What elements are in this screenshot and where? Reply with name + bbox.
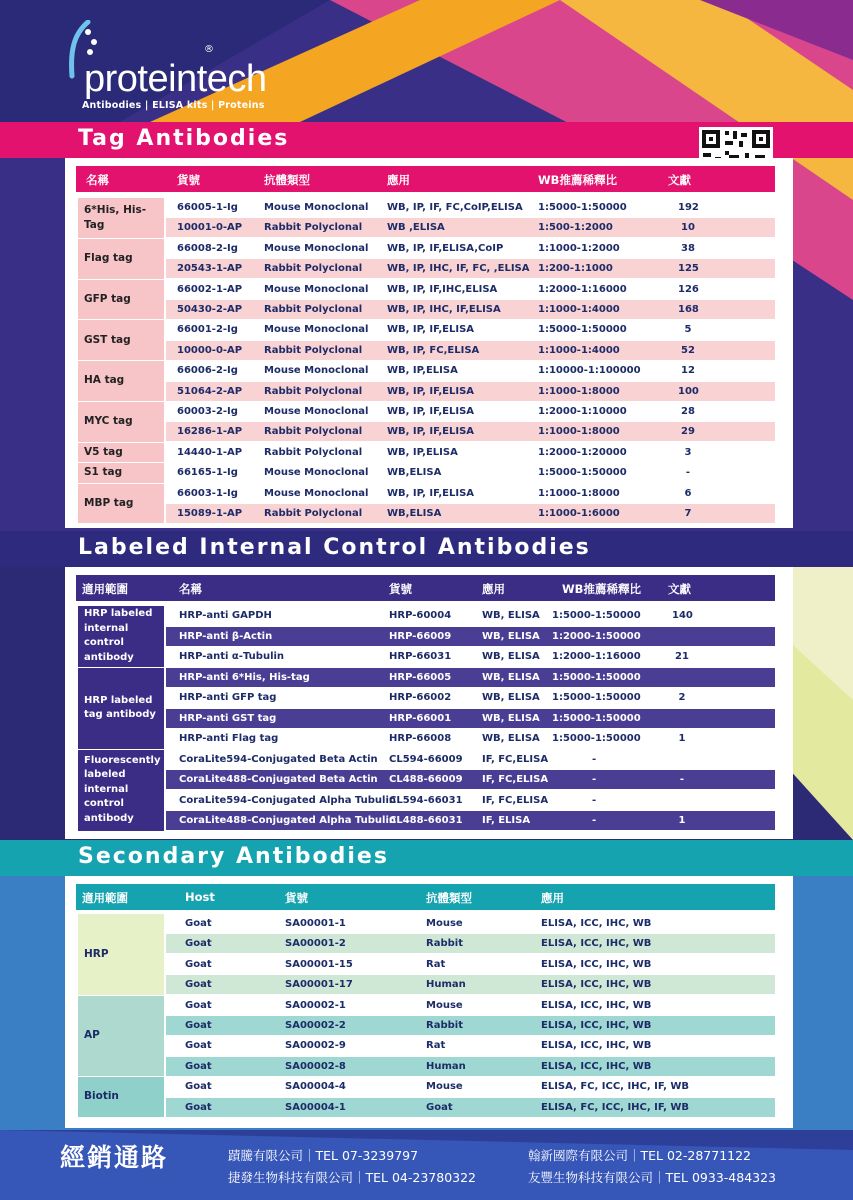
tag-cell-type: Mouse Monoclonal bbox=[264, 406, 369, 417]
tag-cell-application: WB,ELISA bbox=[387, 467, 442, 479]
table-row bbox=[166, 1077, 775, 1096]
labeled-header-name: 名稱 bbox=[179, 582, 202, 596]
tag-cell-citations: 168 bbox=[678, 304, 699, 315]
labeled-section-title: Labeled Internal Control Antibodies bbox=[78, 535, 591, 560]
secondary-group-name: HRP bbox=[78, 914, 164, 995]
labeled-header-citations: 文獻 bbox=[668, 582, 691, 596]
tag-cell-type: Rabbit Polyclonal bbox=[264, 426, 363, 438]
distributor-1: 蹟騰有限公司｜TEL 07-3239797 bbox=[228, 1148, 419, 1163]
tag-cell-dilution: 1:2000-1:16000 bbox=[538, 283, 627, 295]
labeled-cell-application: WB, ELISA bbox=[482, 630, 540, 642]
registered-mark: ® bbox=[204, 44, 214, 55]
tag-cell-citations: 52 bbox=[681, 344, 695, 356]
table-row bbox=[166, 463, 775, 482]
tag-cell-type: Rabbit Polyclonal bbox=[264, 344, 363, 356]
secondary-cell-type: Mouse bbox=[426, 918, 463, 929]
labeled-cell-dilution: - bbox=[592, 774, 597, 785]
labeled-cell-dilution: - bbox=[592, 753, 597, 765]
secondary-table-header bbox=[76, 884, 775, 910]
tag-cell-application: WB, IP, IF,ELISA bbox=[387, 385, 475, 397]
table-row bbox=[166, 627, 775, 646]
secondary-cell-type: Rabbit bbox=[426, 1020, 463, 1031]
secondary-cell-application: ELISA, ICC, IHC, WB bbox=[541, 1060, 652, 1072]
secondary-header-application: 應用 bbox=[541, 891, 564, 905]
brand-name: proteintech bbox=[84, 58, 267, 100]
labeled-cell-catalog: CL594-66031 bbox=[389, 794, 463, 806]
secondary-cell-host: Goat bbox=[185, 999, 212, 1011]
labeled-header-application: 應用 bbox=[482, 582, 505, 596]
tag-cell-citations: 100 bbox=[678, 385, 699, 397]
tag-header-application: 應用 bbox=[387, 173, 410, 187]
tag-cell-dilution: 1:1000-1:8000 bbox=[538, 487, 620, 499]
secondary-cell-application: ELISA, ICC, IHC, WB bbox=[541, 999, 652, 1011]
secondary-cell-catalog: SA00004-4 bbox=[285, 1081, 346, 1093]
tag-cell-application: WB,ELISA bbox=[387, 508, 442, 519]
table-row bbox=[166, 218, 775, 237]
table-row bbox=[166, 791, 775, 810]
tag-cell-dilution: 1:1000-1:8000 bbox=[538, 426, 620, 438]
secondary-cell-catalog: SA00002-1 bbox=[285, 999, 346, 1011]
tag-header-citations: 文獻 bbox=[668, 173, 691, 187]
tag-cell-citations: 12 bbox=[681, 365, 695, 377]
labeled-cell-dilution: - bbox=[592, 815, 597, 826]
brand-logo bbox=[62, 18, 302, 118]
tag-cell-application: WB, IP, IF,IHC,ELISA bbox=[387, 283, 498, 295]
tag-cell-citations: 192 bbox=[678, 202, 699, 213]
secondary-cell-host: Goat bbox=[185, 938, 212, 950]
tag-cell-catalog: 10001-0-AP bbox=[177, 222, 243, 234]
labeled-cell-dilution: 1:5000-1:50000 bbox=[552, 671, 641, 683]
tag-cell-application: WB, IP, IF,ELISA bbox=[387, 426, 475, 438]
tag-cell-type: Rabbit Polyclonal bbox=[264, 446, 363, 458]
secondary-cell-host: Goat bbox=[185, 918, 212, 929]
tag-cell-dilution: 1:1000-1:2000 bbox=[538, 242, 620, 254]
tag-cell-citations: 7 bbox=[684, 508, 692, 519]
footer bbox=[0, 1130, 853, 1200]
labeled-cell-dilution: - bbox=[592, 794, 597, 806]
tag-header-type: 抗體類型 bbox=[264, 173, 310, 187]
tag-cell-catalog: 66001-2-Ig bbox=[177, 324, 238, 336]
tag-group-name: GST tag bbox=[78, 320, 164, 360]
tag-cell-dilution: 1:2000-1:20000 bbox=[538, 446, 627, 458]
secondary-cell-application: ELISA, FC, ICC, IHC, IF, WB bbox=[541, 1101, 690, 1113]
labeled-table-header bbox=[76, 575, 775, 601]
secondary-group-name: Biotin bbox=[78, 1077, 164, 1117]
tag-group-name: Flag tag bbox=[78, 239, 164, 279]
tag-cell-citations: 38 bbox=[681, 242, 695, 254]
secondary-header-type: 抗體類型 bbox=[426, 891, 472, 905]
tag-cell-application: WB, IP,ELISA bbox=[387, 446, 458, 458]
labeled-cell-catalog: CL488-66009 bbox=[389, 774, 463, 785]
labeled-cell-catalog: HRP-66001 bbox=[389, 712, 452, 724]
secondary-cell-application: ELISA, ICC, IHC, WB bbox=[541, 938, 652, 950]
secondary-cell-catalog: SA00001-2 bbox=[285, 938, 346, 950]
footer-title: 經銷通路 bbox=[60, 1143, 169, 1172]
labeled-cell-dilution: 1:2000-1:16000 bbox=[552, 651, 641, 662]
secondary-cell-host: Goat bbox=[185, 958, 212, 970]
secondary-cell-type: Rabbit bbox=[426, 938, 463, 950]
tag-cell-type: Mouse Monoclonal bbox=[264, 487, 369, 499]
table-row bbox=[166, 1098, 775, 1117]
secondary-group-name: AP bbox=[78, 996, 164, 1077]
table-row bbox=[166, 914, 775, 933]
secondary-cell-catalog: SA00002-8 bbox=[285, 1060, 346, 1072]
labeled-cell-application: IF, ELISA bbox=[482, 815, 531, 826]
tag-cell-type: Mouse Monoclonal bbox=[264, 202, 369, 213]
tag-cell-catalog: 50430-2-AP bbox=[177, 304, 243, 315]
tag-cell-application: WB, IP, IF,ELISA bbox=[387, 406, 475, 417]
labeled-cell-dilution: 1:5000-1:50000 bbox=[552, 692, 641, 703]
tag-cell-type: Mouse Monoclonal bbox=[264, 324, 369, 336]
tag-header-name: 名稱 bbox=[86, 173, 109, 187]
labeled-cell-citations: 1 bbox=[678, 815, 686, 826]
tag-cell-dilution: 1:2000-1:10000 bbox=[538, 406, 627, 417]
tag-cell-type: Mouse Monoclonal bbox=[264, 467, 369, 479]
secondary-cell-application: ELISA, ICC, IHC, WB bbox=[541, 1020, 652, 1031]
secondary-cell-catalog: SA00004-1 bbox=[285, 1101, 346, 1113]
tag-cell-catalog: 15089-1-AP bbox=[177, 508, 243, 519]
tag-header-catalog: 貨號 bbox=[177, 173, 200, 187]
tag-cell-dilution: 1:5000-1:50000 bbox=[538, 202, 627, 213]
tag-cell-catalog: 66006-2-Ig bbox=[177, 365, 238, 377]
secondary-cell-application: ELISA, FC, ICC, IHC, IF, WB bbox=[541, 1081, 690, 1093]
labeled-cell-catalog: HRP-66009 bbox=[389, 630, 452, 642]
labeled-cell-citations: 1 bbox=[678, 733, 686, 744]
table-row bbox=[166, 1036, 775, 1055]
tag-cell-catalog: 66008-2-Ig bbox=[177, 242, 238, 254]
table-row bbox=[166, 975, 775, 994]
tag-cell-citations: 3 bbox=[684, 446, 692, 458]
tag-cell-type: Mouse Monoclonal bbox=[264, 242, 369, 254]
labeled-cell-application: IF, FC,ELISA bbox=[482, 753, 549, 765]
secondary-cell-application: ELISA, ICC, IHC, WB bbox=[541, 1040, 652, 1052]
secondary-cell-catalog: SA00001-15 bbox=[285, 958, 353, 970]
table-row bbox=[166, 955, 775, 974]
labeled-cell-application: WB, ELISA bbox=[482, 692, 540, 703]
tag-cell-type: Rabbit Polyclonal bbox=[264, 508, 363, 519]
secondary-cell-type: Human bbox=[426, 1060, 466, 1072]
tag-cell-application: WB, IP, FC,ELISA bbox=[387, 344, 480, 356]
tag-group-name: HA tag bbox=[78, 361, 164, 401]
tag-cell-type: Mouse Monoclonal bbox=[264, 283, 369, 295]
table-row bbox=[166, 443, 775, 462]
tag-table-header bbox=[76, 166, 775, 192]
tag-cell-dilution: 1:1000-1:4000 bbox=[538, 304, 620, 315]
tag-cell-catalog: 10000-0-AP bbox=[177, 344, 243, 356]
secondary-cell-type: Rat bbox=[426, 1040, 446, 1052]
secondary-header-catalog: 貨號 bbox=[285, 891, 308, 905]
labeled-header-dilution: WB推薦稀釋比 bbox=[562, 582, 641, 596]
distributor-2: 翰新國際有限公司｜TEL 02-28771122 bbox=[528, 1148, 752, 1163]
tag-cell-citations: 125 bbox=[678, 263, 699, 275]
tag-cell-dilution: 1:500-1:2000 bbox=[538, 222, 613, 234]
labeled-cell-application: WB, ELISA bbox=[482, 733, 540, 744]
labeled-cell-citations: 21 bbox=[675, 651, 689, 662]
table-row bbox=[166, 647, 775, 666]
labeled-cell-name: HRP-anti GFP tag bbox=[179, 692, 277, 703]
tag-cell-catalog: 66165-1-Ig bbox=[177, 467, 238, 479]
tag-cell-dilution: 1:1000-1:4000 bbox=[538, 344, 620, 356]
tag-cell-citations: - bbox=[685, 467, 691, 479]
secondary-cell-type: Rat bbox=[426, 958, 446, 970]
table-row bbox=[166, 1057, 775, 1076]
table-row bbox=[166, 606, 775, 625]
tag-cell-application: WB, IP, IHC, IF, FC, ,ELISA bbox=[387, 263, 530, 275]
secondary-cell-type: Goat bbox=[426, 1101, 453, 1113]
labeled-cell-citations: 140 bbox=[672, 610, 693, 621]
table-row bbox=[166, 259, 775, 278]
tag-cell-catalog: 60003-2-Ig bbox=[177, 406, 238, 417]
labeled-cell-name: HRP-anti 6*His, His-tag bbox=[179, 671, 310, 683]
tag-cell-application: WB, IP, IF,ELISA,CoIP bbox=[387, 242, 504, 254]
tag-group-name: MBP tag bbox=[78, 484, 164, 524]
tag-cell-type: Rabbit Polyclonal bbox=[264, 304, 363, 315]
labeled-cell-name: HRP-anti GST tag bbox=[179, 712, 277, 724]
labeled-cell-name: CoraLite488-Conjugated Beta Actin bbox=[179, 774, 378, 785]
secondary-cell-application: ELISA, ICC, IHC, WB bbox=[541, 958, 652, 970]
tag-cell-application: WB, IP, IF,ELISA bbox=[387, 487, 475, 499]
secondary-cell-type: Mouse bbox=[426, 999, 463, 1011]
labeled-cell-name: CoraLite594-Conjugated Beta Actin bbox=[179, 753, 378, 765]
tag-group-name: 6*His, His-Tag bbox=[78, 198, 164, 238]
labeled-cell-catalog: HRP-66002 bbox=[389, 692, 452, 703]
labeled-cell-dilution: 1:2000-1:50000 bbox=[552, 630, 641, 642]
tag-cell-dilution: 1:1000-1:8000 bbox=[538, 385, 620, 397]
table-row bbox=[166, 1016, 775, 1035]
tag-cell-type: Rabbit Polyclonal bbox=[264, 263, 363, 275]
table-row bbox=[166, 504, 775, 523]
secondary-header-host: Host bbox=[185, 890, 215, 904]
labeled-cell-application: IF, FC,ELISA bbox=[482, 794, 549, 806]
table-row bbox=[166, 198, 775, 217]
tag-cell-application: WB ,ELISA bbox=[387, 222, 445, 234]
table-row bbox=[166, 811, 775, 830]
tag-section-title: Tag Antibodies bbox=[78, 126, 290, 151]
distributor-3: 捷發生物科技有限公司｜TEL 04-23780322 bbox=[228, 1170, 477, 1185]
secondary-header-scope: 適用範圍 bbox=[82, 891, 128, 905]
table-row bbox=[166, 320, 775, 339]
secondary-cell-host: Goat bbox=[185, 979, 212, 991]
tag-group-name: S1 tag bbox=[78, 463, 164, 482]
labeled-group-name: Fluorescently labeled internal control antibody bbox=[78, 750, 164, 831]
labeled-cell-application: IF, FC,ELISA bbox=[482, 774, 549, 785]
tag-cell-catalog: 66005-1-Ig bbox=[177, 202, 238, 213]
tag-cell-application: WB, IP, IF,ELISA bbox=[387, 324, 475, 336]
table-row bbox=[166, 750, 775, 769]
table-row bbox=[166, 709, 775, 728]
table-row bbox=[166, 361, 775, 380]
tag-cell-dilution: 1:10000-1:100000 bbox=[538, 365, 641, 377]
tag-cell-type: Rabbit Polyclonal bbox=[264, 222, 363, 234]
table-row bbox=[166, 280, 775, 299]
labeled-cell-name: CoraLite594-Conjugated Alpha Tubulin bbox=[179, 794, 397, 806]
labeled-cell-name: HRP-anti Flag tag bbox=[179, 733, 279, 744]
labeled-cell-name: HRP-anti α-Tubulin bbox=[179, 651, 285, 662]
secondary-cell-application: ELISA, ICC, IHC, WB bbox=[541, 979, 652, 991]
table-row bbox=[166, 422, 775, 441]
distributor-4: 友豐生物科技有限公司｜TEL 0933-484323 bbox=[528, 1170, 777, 1185]
secondary-cell-host: Goat bbox=[185, 1020, 212, 1031]
labeled-cell-application: WB, ELISA bbox=[482, 651, 540, 662]
labeled-cell-catalog: HRP-66005 bbox=[389, 671, 452, 683]
brand-tagline: Antibodies | ELISA kits | Proteins bbox=[82, 100, 265, 111]
secondary-cell-type: Human bbox=[426, 979, 466, 991]
tag-cell-application: WB, IP, IHC, IF,ELISA bbox=[387, 304, 501, 315]
tag-group-name: V5 tag bbox=[78, 443, 164, 462]
labeled-cell-name: CoraLite488-Conjugated Alpha Tubulin bbox=[179, 815, 397, 826]
labeled-cell-application: WB, ELISA bbox=[482, 712, 540, 724]
labeled-cell-name: HRP-anti β-Actin bbox=[179, 630, 273, 642]
tag-cell-citations: 6 bbox=[684, 487, 692, 499]
labeled-cell-dilution: 1:5000-1:50000 bbox=[552, 733, 641, 744]
labeled-cell-catalog: HRP-66008 bbox=[389, 733, 452, 744]
tag-cell-citations: 29 bbox=[681, 426, 695, 438]
tag-cell-catalog: 66002-1-AP bbox=[177, 283, 243, 295]
secondary-cell-catalog: SA00002-9 bbox=[285, 1040, 346, 1052]
tag-cell-type: Mouse Monoclonal bbox=[264, 365, 369, 377]
secondary-section-title: Secondary Antibodies bbox=[78, 844, 389, 869]
table-row bbox=[166, 770, 775, 789]
table-row bbox=[166, 239, 775, 258]
table-row bbox=[166, 484, 775, 503]
labeled-cell-dilution: 1:5000-1:50000 bbox=[552, 610, 641, 621]
table-row bbox=[166, 996, 775, 1015]
tag-group-name: MYC tag bbox=[78, 402, 164, 442]
labeled-header-catalog: 貨號 bbox=[389, 582, 412, 596]
tag-cell-application: WB, IP,ELISA bbox=[387, 365, 458, 377]
tag-cell-dilution: 1:200-1:1000 bbox=[538, 263, 613, 275]
labeled-cell-catalog: HRP-66031 bbox=[389, 651, 452, 662]
table-row bbox=[166, 688, 775, 707]
table-row bbox=[166, 341, 775, 360]
labeled-cell-catalog: CL488-66031 bbox=[389, 815, 463, 826]
tag-cell-citations: 5 bbox=[684, 324, 692, 336]
labeled-cell-citations: 2 bbox=[678, 692, 686, 703]
tag-cell-catalog: 16286-1-AP bbox=[177, 426, 243, 438]
table-row bbox=[166, 934, 775, 953]
secondary-cell-application: ELISA, ICC, IHC, WB bbox=[541, 918, 652, 929]
secondary-cell-type: Mouse bbox=[426, 1081, 463, 1093]
labeled-cell-application: WB, ELISA bbox=[482, 610, 540, 621]
labeled-cell-application: WB, ELISA bbox=[482, 671, 540, 683]
labeled-header-scope: 適用範圍 bbox=[82, 582, 128, 596]
tag-cell-dilution: 1:5000-1:50000 bbox=[538, 467, 627, 479]
labeled-group-name: HRP labeled internal control antibody bbox=[78, 606, 164, 667]
tag-cell-citations: 126 bbox=[678, 283, 699, 295]
tag-cell-citations: 28 bbox=[681, 406, 695, 417]
table-row bbox=[166, 668, 775, 687]
tag-cell-catalog: 20543-1-AP bbox=[177, 263, 243, 275]
tag-cell-catalog: 51064-2-AP bbox=[177, 385, 243, 397]
labeled-cell-name: HRP-anti GAPDH bbox=[179, 610, 272, 621]
secondary-cell-host: Goat bbox=[185, 1060, 212, 1072]
table-row bbox=[166, 382, 775, 401]
secondary-cell-catalog: SA00001-17 bbox=[285, 979, 353, 991]
tag-header-dilution: WB推薦稀釋比 bbox=[538, 173, 617, 187]
tag-cell-type: Rabbit Polyclonal bbox=[264, 385, 363, 397]
table-row bbox=[166, 729, 775, 748]
secondary-cell-catalog: SA00001-1 bbox=[285, 918, 346, 929]
secondary-cell-host: Goat bbox=[185, 1040, 212, 1052]
secondary-cell-host: Goat bbox=[185, 1081, 212, 1093]
secondary-cell-host: Goat bbox=[185, 1101, 212, 1113]
tag-cell-catalog: 14440-1-AP bbox=[177, 446, 243, 458]
tag-cell-citations: 10 bbox=[681, 222, 695, 234]
table-row bbox=[166, 402, 775, 421]
labeled-group-name: HRP labeled tag antibody bbox=[78, 668, 164, 749]
labeled-cell-dilution: 1:5000-1:50000 bbox=[552, 712, 641, 724]
table-row bbox=[166, 300, 775, 319]
labeled-cell-citations: - bbox=[679, 774, 685, 785]
tag-group-name: GFP tag bbox=[78, 280, 164, 320]
secondary-cell-catalog: SA00002-2 bbox=[285, 1020, 346, 1031]
labeled-cell-catalog: CL594-66009 bbox=[389, 753, 463, 765]
tag-cell-application: WB, IP, IF, FC,CoIP,ELISA bbox=[387, 202, 523, 213]
tag-cell-dilution: 1:1000-1:6000 bbox=[538, 508, 620, 519]
tag-cell-catalog: 66003-1-Ig bbox=[177, 487, 238, 499]
tag-cell-dilution: 1:5000-1:50000 bbox=[538, 324, 627, 336]
labeled-cell-catalog: HRP-60004 bbox=[389, 610, 452, 621]
